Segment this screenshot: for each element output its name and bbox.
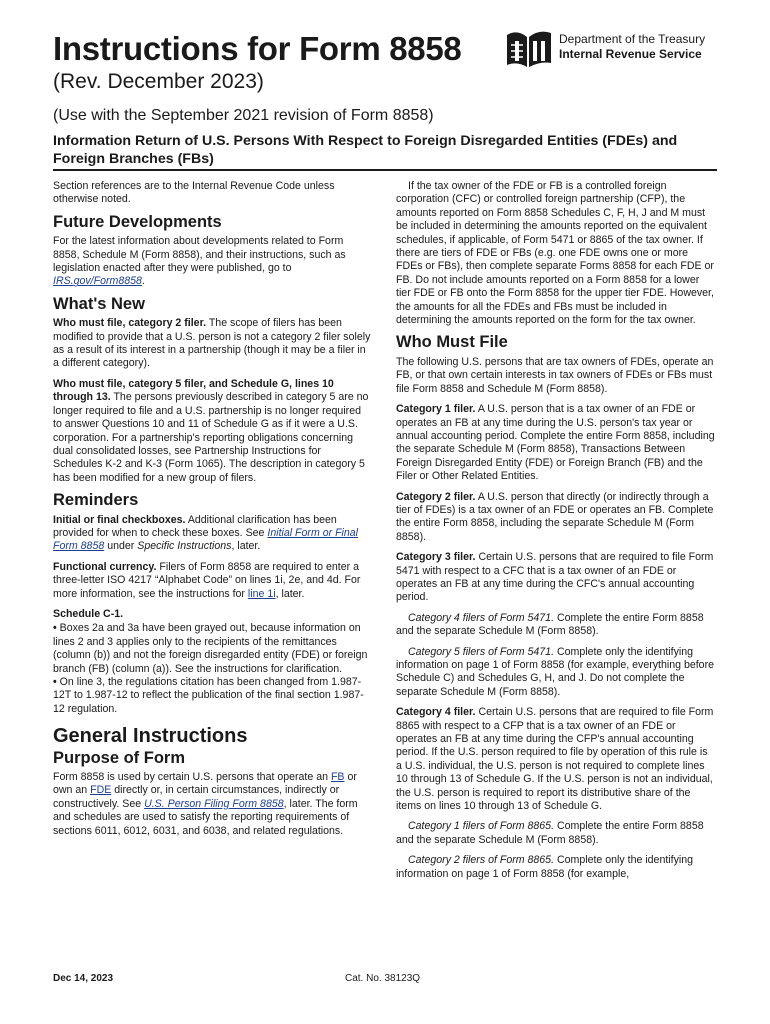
initial-final-text: Additional clarification has been provided for when to check these boxes. See [53, 513, 337, 539]
intro-paragraph: Section references are to the Internal Revenue Code unless otherwise noted. [53, 180, 335, 206]
purpose-text-4: , later. The form and schedules are used to satisfy the reporting requirements of sections 6011, 6012, 6031, and 6038, and related regulations. [53, 797, 358, 837]
purpose-of-form-heading: Purpose of Form [53, 748, 186, 767]
schedule-c1-lead: Schedule C-1. [53, 607, 124, 620]
purpose-paragraph [53, 771, 371, 838]
category-2-lead: Category 2 filer. [396, 490, 476, 503]
cat5-5471-em: Category 5 filers of Form 5471. [408, 645, 555, 658]
functional-currency-text: Filers of Form 8858 are required to enter a three-letter ISO 4217 “Alphabet Code” on lines 1i, 2e, and 4d. For more information, see the instructions for [53, 560, 361, 600]
cat5-change-paragraph [53, 378, 371, 485]
specific-instructions-ref: Specific Instructions [137, 540, 232, 553]
us-person-filing-link[interactable]: U.S. Person Filing Form 8858 [144, 797, 284, 810]
use-with-note: (Use with the September 2021 revision of Form 8858) [53, 107, 434, 124]
general-instructions-heading: General Instructions [53, 725, 248, 748]
agency-irs: Internal Revenue Service [559, 47, 702, 61]
category-4-text: Certain U.S. persons that are required to file Form 8865 with respect to a CFP that is a tax owner of an FDE or operates an FB at any time during the CFP's annual accounting period. If the U.S. person required to file by operation of this rule is a U.S. individual, the U.S. person is not required to complete lines 10 through 13 of Schedule G. If the U.S. person is not an individual, the U.S. person is required to report its distributive share of the items on lines 10 through 13 of Schedule G. [396, 706, 714, 813]
agency-department: Department of the Treasury [559, 32, 706, 46]
purpose-text-3: directly or, in certain circumstances, indirectly or constructively. See [53, 784, 340, 810]
future-developments-heading: Future Developments [53, 212, 222, 231]
cat4-5471-em: Category 4 filers of Form 5471. [408, 611, 555, 624]
agency-name [559, 32, 705, 62]
functional-currency-later: , later. [275, 587, 305, 600]
initial-final-paragraph [53, 514, 371, 554]
category-4-lead: Category 4 filer. [396, 706, 476, 719]
schedule-c1-bullet-1 [53, 622, 371, 676]
left-column [53, 180, 371, 845]
revision-date: (Rev. December 2023) [53, 70, 264, 93]
right-column [396, 180, 716, 888]
functional-currency-lead: Functional currency. [53, 560, 157, 573]
who-must-file-heading: Who Must File [396, 333, 508, 352]
future-developments-paragraph: For the latest information about developments related to Form 8858, Schedule M (Form 8858), and their instructions, such as legislation enacted after they were published, go to IRS.gov/Form8858. [53, 235, 346, 288]
category-4-paragraph [396, 706, 716, 813]
line-1i-link[interactable]: line 1i [247, 587, 276, 600]
reminders-heading: Reminders [53, 491, 139, 510]
cat5-change-lead: Who must file, category 5 filer, and Schedule G, lines 10 through 13. [53, 377, 334, 404]
cat4-5471-paragraph [396, 612, 716, 639]
whats-new-heading: What's New [53, 294, 145, 313]
cat1-8865-paragraph [396, 820, 716, 847]
schedule-c1-bullet-2 [53, 676, 371, 716]
future-text: For the latest information about developments related to Form 8858, Schedule M (Form 8858), and their instructions, such as legislation enacted after they were published, go to [53, 235, 346, 275]
initial-final-form-link[interactable]: Initial Form or Final Form 8858 [53, 526, 359, 553]
category-3-lead: Category 3 filer. [396, 551, 476, 564]
initial-final-lead: Initial or final checkboxes. [53, 513, 186, 526]
cat2-8865-text: Complete only the identifying information on page 1 of Form 8858 (for example, [396, 854, 694, 880]
fde-link[interactable]: FDE [90, 784, 112, 797]
bullet-dot-icon: • [53, 676, 57, 688]
category-2-text: A U.S. person that directly (or indirectly through a tier of FDEs) is a tax owner of an FDE or operates an FB. Complete the entire Form 8858, including the separate Schedule M (Form 8858). [396, 490, 714, 543]
cat1-8865-text: Complete the entire Form 8858 and the separate Schedule M (Form 8858). [396, 820, 704, 846]
form-subtitle: Information Return of U.S. Persons With Respect to Foreign Disregarded Entities (FDEs) and Foreign Branches (FBs) [53, 133, 678, 167]
cat5-change-text: The persons previously described in category 5 are no longer required to file and a U.S. partnership is no longer required to answer Questions 10 and 11 of Schedule G as if it were a U.S. corporation. For a partnership's reporting obligations concerning dual consolidated losses, see Partnership Instructions for Schedules K-2 and K-3 (Form 1065). The description in category 5 has been modified for a new group of filers. [53, 391, 369, 484]
cat2-8865-paragraph [396, 854, 716, 881]
bullet-dot-icon: • [53, 622, 57, 635]
header-divider [53, 169, 717, 171]
bullet-2-text: On line 3, the regulations citation has been changed from 1.987-12T to 1.987-12 to reflect the publication of the final section 1.987-12 regulation. [53, 676, 364, 715]
purpose-text-1: Form 8858 is used by certain U.S. persons that operate an [53, 771, 328, 784]
purpose-text-2: or own an [53, 771, 357, 797]
bullet-1-text: Boxes 2a and 3a have been grayed out, because information on lines 2 and 3 applies only to the recipients of the remittances (column (b)) and not the foreign disregarded entity (FDE) or foreign branch (FB) (column (a)). See the instructions for clarification. [53, 622, 368, 675]
footer-catalog-number: Cat. No. 38123Q [345, 973, 421, 984]
cat4-5471-text: Complete the entire Form 8858 and the separate Schedule M (Form 8858). [396, 611, 704, 638]
cat5-5471-text: Complete only the identifying information on page 1 of Form 8858 (for example, everything before Schedule C) and Schedules G, H, and J. Do not complete the separate Schedule M (Form 8858). [396, 645, 714, 698]
cat2-change-lead: Who must file, category 2 filer. [53, 317, 207, 330]
cat2-change-paragraph [53, 317, 371, 371]
footer-date: Dec 14, 2023 [53, 973, 114, 984]
category-1-lead: Category 1 filer. [396, 403, 476, 416]
cat2-8865-em: Category 2 filers of Form 8865. [408, 854, 555, 867]
fb-link[interactable]: FB [330, 771, 345, 784]
cat2-change-text: The scope of filers has been modified to provide that a U.S. person is not a category 2 filer solely as a result of its interest in a partnership (though it may be a filer in a different category). [53, 317, 371, 370]
cat1-8865-em: Category 1 filers of Form 8865. [408, 820, 555, 833]
category-2-paragraph [396, 491, 716, 545]
category-3-text: Certain U.S. persons that are required to file Form 5471 with respect to a CFC that is a tax owner of an FDE or operates an FB at any time during the CFC's annual accounting period. [396, 551, 714, 604]
category-1-paragraph [396, 403, 716, 483]
who-must-file-paragraph: The following U.S. persons that are tax owners of FDEs, operate an FB, or that own certain interests in tax owners of FDEs or FBs must file Form 8858 and Schedule M (Form 8858). [396, 355, 714, 395]
category-3-paragraph [396, 551, 716, 605]
irs-eagle-logo-icon [503, 27, 555, 71]
page-title: Instructions for Form 8858 [53, 30, 462, 67]
initial-final-under: under [107, 540, 135, 553]
irs-form8858-link[interactable]: IRS.gov/Form8858 [53, 275, 142, 288]
functional-currency-paragraph [53, 561, 371, 601]
cfc-paragraph: If the tax owner of the FDE or FB is a controlled foreign corporation (CFC) or controlled foreign partnership (CFP), the amounts reported on Form 8858 Schedules C, F, H, J and M must be included in determining the amounts reported on the equivalent schedules, if applicable, of Form 5471 or 8865 of the tax owner. If there are tiers of FDE or FBs (e.g. one FDE owns one or more FDEs or FBs), then complete separate Forms 8858 for each FDE or FB. Do not include amounts reported on a Form 8858 for a lower tier FDE or FB onto the Form 8858 for the upper tier FDE. However, the amounts for all the FDEs and FBs must be included in determining the amounts reported on the form for the tax owner. [396, 180, 714, 327]
initial-final-later: , later. [231, 540, 261, 553]
cat5-5471-paragraph [396, 646, 716, 700]
category-1-text: A U.S. person that is a tax owner of an FDE or operates an FB at any time during the U.S. person's tax year or annual accounting period. Complete the entire Form 8858, including the separate Schedule M (Form 8858), Transactions Between Foreign Disregarded Entity (FDE) or Foreign Branch (FB) and the Filer or Other Related Entities. [396, 403, 715, 483]
